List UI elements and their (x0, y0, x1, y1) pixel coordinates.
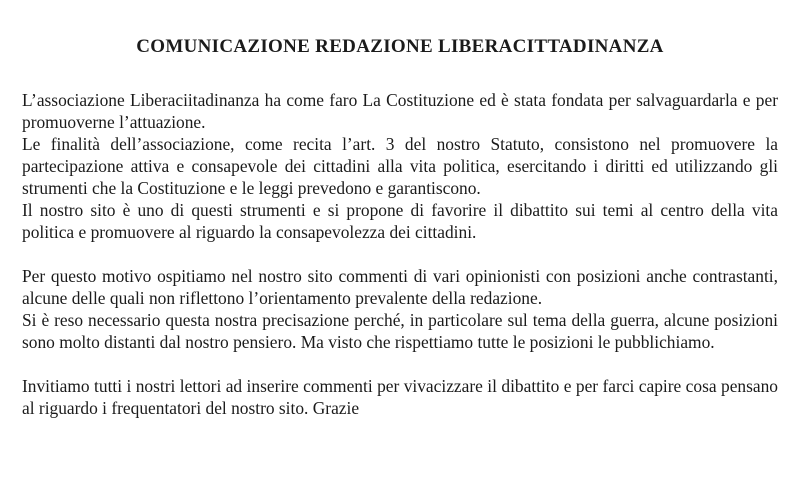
paragraph: Invitiamo tutti i nostri lettori ad inserire commenti per vivacizzare il dibattito e per farci capire cosa pensano al riguardo i frequentatori del nostro sito. Grazie (22, 376, 778, 418)
paragraph: Le finalità dell’associazione, come recita l’art. 3 del nostro Statuto, consistono nel promuovere la partecipazione attiva e consapevole dei cittadini alla vita politica, esercitando i diritti ed utilizzando gli strumenti che la Costituzione e le leggi prevedono e garantiscono. (22, 134, 778, 198)
paragraph: Il nostro sito è uno di questi strumenti e si propone di favorire il dibattito sui temi al centro della vita politica e promuovere al riguardo la consapevolezza dei cittadini. (22, 200, 778, 242)
paragraph-block-3 (22, 375, 778, 419)
paragraph-block-2 (22, 265, 778, 353)
paragraph: Si è reso necessario questa nostra precisazione perché, in particolare sul tema della guerra, alcune posizioni sono molto distanti dal nostro pensiero. Ma visto che rispettiamo tutte le posizioni le pubblichiamo. (22, 310, 778, 352)
document-body (22, 89, 778, 419)
document-page (0, 36, 800, 502)
paragraph: Per questo motivo ospitiamo nel nostro sito commenti di vari opinionisti con posizioni anche contrastanti, alcune delle quali non riflettono l’orientamento prevalente della redazione. (22, 266, 778, 308)
paragraph-block-1 (22, 89, 778, 243)
paragraph: L’associazione Liberaciitadinanza ha come faro La Costituzione ed è stata fondata per salvaguardarla e per promuoverne l’attuazione. (22, 90, 778, 132)
document-title: COMUNICAZIONE REDAZIONE LIBERACITTADINANZA (136, 36, 664, 57)
